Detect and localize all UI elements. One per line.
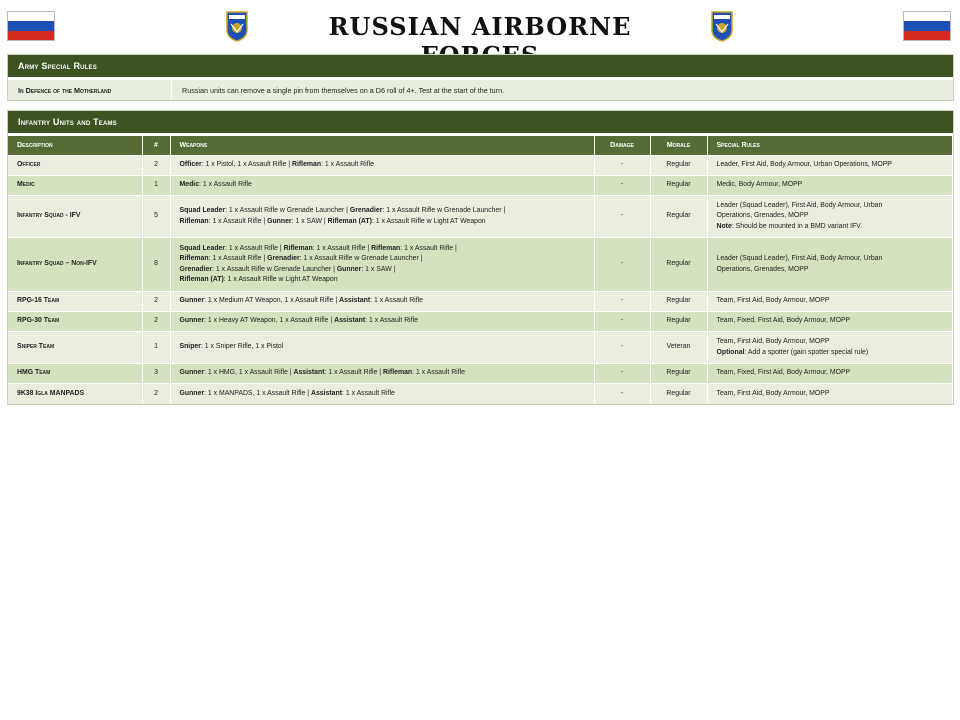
unit-weapons	[170, 292, 594, 312]
unit-damage: -	[594, 176, 650, 196]
unit-weapons	[170, 364, 594, 384]
special-rules-line	[717, 316, 949, 326]
weapon-role: Rifleman (AT)	[327, 217, 372, 225]
weapon-role: Sniper	[179, 343, 201, 351]
special-rule-text: Operations, Grenades, MOPP	[716, 265, 809, 273]
weapons-line	[180, 342, 590, 352]
weapon-loadout: : 1 x SAW |	[361, 265, 396, 273]
army-special-rules-heading: Army Special Rules	[8, 55, 953, 80]
weapon-loadout: : 1 x Assault Rifle w Grenade Launcher |	[299, 255, 423, 263]
weapon-loadout: : 1 x Medium AT Weapon, 1 x Assault Rifle |	[204, 297, 340, 305]
weapon-loadout: : 1 x Assault Rifle |	[312, 245, 372, 253]
unit-morale: Regular	[650, 238, 707, 292]
table-row	[8, 384, 953, 404]
weapon-loadout: : 1 x Assault Rifle w Light AT Weapon	[223, 275, 338, 283]
weapon-loadout: : 1 x MANPADS, 1 x Assault Rifle |	[204, 389, 311, 397]
special-rule-text: Leader (Squad Leader), First Aid, Body Armour, Urban	[716, 202, 883, 210]
army-special-rules-panel	[7, 54, 954, 101]
weapon-loadout: : 1 x Assault Rifle w Grenade Launcher |	[225, 207, 350, 215]
special-rule-text: Leader, First Aid, Body Armour, Urban Operations, MOPP	[716, 161, 892, 169]
page-title: RUSSIAN AIRBORNE	[328, 12, 632, 41]
unit-description: Sniper Team	[8, 332, 142, 364]
infantry-units-heading: Infantry Units and Teams	[8, 111, 953, 136]
column-header-damage: Damage	[594, 136, 650, 156]
unit-weapons	[170, 196, 594, 238]
weapon-role: Gunner	[179, 297, 205, 305]
unit-description: Officer	[8, 156, 142, 176]
weapon-loadout: : 1 x Assault Rifle |	[324, 369, 384, 377]
weapon-role: Medic	[179, 181, 200, 189]
unit-special-rules	[707, 384, 953, 404]
weapons-line	[180, 389, 590, 399]
weapon-role: Assistant	[293, 369, 325, 377]
weapon-role: Rifleman	[383, 369, 413, 377]
unit-count: 1	[142, 176, 170, 196]
special-rule-text: Team, First Aid, Body Armour, MOPP	[716, 389, 830, 397]
unit-description: Medic	[8, 176, 142, 196]
weapon-role: Grenadier	[267, 255, 300, 263]
units-table-header	[8, 136, 953, 156]
special-rule-label: Optional	[716, 348, 745, 356]
unit-damage: -	[594, 238, 650, 292]
special-rule-text: Team, Fixed, First Aid, Body Armour, MOPP	[716, 369, 851, 377]
weapon-role: Gunner	[179, 389, 205, 397]
weapon-loadout: : 1 x Assault Rifle	[342, 389, 395, 397]
special-rules-line	[717, 389, 949, 399]
unit-damage: -	[594, 292, 650, 312]
weapon-role: Rifleman	[371, 245, 401, 253]
table-row	[8, 332, 953, 364]
special-rules-line	[717, 211, 949, 221]
weapon-role: Rifleman	[283, 245, 313, 253]
unit-description: RPG-16 Team	[8, 292, 142, 312]
unit-morale: Regular	[650, 156, 707, 176]
unit-damage: -	[594, 196, 650, 238]
unit-damage: -	[594, 364, 650, 384]
weapons-line	[180, 160, 590, 170]
units-table-body	[8, 156, 953, 404]
weapons-line	[180, 180, 590, 190]
unit-description: HMG Team	[8, 364, 142, 384]
weapon-loadout: : 1 x Assault Rifle	[321, 161, 374, 169]
weapon-loadout: : 1 x Assault Rifle w Light AT Weapon	[371, 217, 486, 225]
unit-count: 5	[142, 196, 170, 238]
special-rule-text: Medic, Body Armour, MOPP	[716, 181, 803, 189]
weapon-loadout: : 1 x HMG, 1 x Assault Rifle |	[204, 369, 294, 377]
weapon-role: Gunner	[179, 317, 205, 325]
special-rule-text: : Should be mounted in a BMD variant IFV.	[731, 222, 863, 230]
column-header-morale: Morale	[650, 136, 707, 156]
special-rule-name: In Defence of the Motherland	[8, 80, 172, 100]
weapon-role: Assistant	[310, 389, 343, 397]
column-header-weapons: Weapons	[170, 136, 594, 156]
table-row	[8, 156, 953, 176]
unit-morale: Regular	[650, 384, 707, 404]
unit-count: 2	[142, 312, 170, 332]
weapons-line	[180, 368, 590, 378]
unit-damage: -	[594, 332, 650, 364]
weapon-loadout: : 1 x Assault Rifle |	[225, 245, 284, 253]
special-rule-text: Operations, Grenades, MOPP	[716, 212, 809, 220]
unit-morale: Regular	[650, 292, 707, 312]
infantry-units-panel	[7, 110, 954, 405]
special-rule-text: : Add a spotter (gain spotter special rule)	[744, 348, 869, 356]
unit-count: 3	[142, 364, 170, 384]
weapon-role: Squad Leader	[179, 207, 226, 215]
weapon-role: Rifleman	[179, 217, 209, 225]
weapon-loadout: : 1 x Heavy AT Weapon, 1 x Assault Rifle |	[204, 317, 335, 325]
unit-count: 8	[142, 238, 170, 292]
weapon-role: Squad Leader	[179, 245, 226, 253]
table-row	[8, 176, 953, 196]
unit-weapons	[170, 332, 594, 364]
weapon-role: Gunner	[267, 217, 292, 225]
special-rules-line	[717, 201, 949, 211]
unit-description: Infantry Squad – Non-IFV	[8, 238, 142, 292]
unit-weapons	[170, 156, 594, 176]
weapon-loadout: : 1 x Assault Rifle w Grenade Launcher |	[382, 207, 506, 215]
special-rules-line	[717, 254, 949, 264]
weapon-loadout: : 1 x Assault Rifle	[365, 317, 418, 325]
special-rules-line	[717, 222, 949, 232]
weapons-line	[180, 244, 590, 254]
weapons-line	[180, 265, 590, 275]
special-rule-label: Note	[716, 222, 732, 230]
unit-count: 2	[142, 384, 170, 404]
weapon-loadout: : 1 x Assault Rifle |	[208, 217, 268, 225]
unit-special-rules	[707, 156, 953, 176]
special-rule-row	[8, 80, 953, 100]
russian-flag-right	[903, 11, 951, 41]
unit-weapons	[170, 176, 594, 196]
weapon-loadout: : 1 x Assault Rifle |	[208, 255, 268, 263]
unit-weapons	[170, 384, 594, 404]
weapon-loadout: : 1 x Assault Rifle	[412, 369, 465, 377]
weapon-role: Assistant	[334, 317, 366, 325]
unit-damage: -	[594, 312, 650, 332]
unit-special-rules	[707, 196, 953, 238]
unit-special-rules	[707, 312, 953, 332]
table-row	[8, 238, 953, 292]
unit-morale: Regular	[650, 196, 707, 238]
column-header-special-rules: Special Rules	[707, 136, 953, 156]
weapon-role: Gunner	[336, 265, 362, 273]
special-rule-text: Team, Fixed, First Aid, Body Armour, MOPP	[716, 317, 851, 325]
units-table	[8, 136, 953, 404]
weapon-role: Rifleman	[179, 255, 209, 263]
unit-morale: Veteran	[650, 332, 707, 364]
unit-damage: -	[594, 384, 650, 404]
weapon-role: Rifleman	[291, 161, 322, 169]
special-rules-line	[717, 160, 949, 170]
weapon-loadout: : 1 x Assault Rifle	[199, 181, 252, 189]
table-row	[8, 364, 953, 384]
table-row	[8, 312, 953, 332]
unit-special-rules	[707, 176, 953, 196]
weapons-line	[180, 275, 590, 285]
column-header-count: #	[142, 136, 170, 156]
weapon-loadout: : 1 x Assault Rifle |	[400, 245, 457, 253]
column-header-description: Description	[8, 136, 142, 156]
unit-count: 1	[142, 332, 170, 364]
weapon-loadout: : 1 x Assault Rifle	[370, 297, 423, 305]
unit-special-rules	[707, 238, 953, 292]
special-rules-line	[717, 296, 949, 306]
weapon-role: Gunner	[179, 369, 205, 377]
airborne-emblem-icon	[710, 10, 734, 42]
unit-morale: Regular	[650, 176, 707, 196]
special-rule-text: Leader (Squad Leader), First Aid, Body Armour, Urban	[716, 255, 883, 263]
unit-special-rules	[707, 292, 953, 312]
unit-special-rules	[707, 364, 953, 384]
unit-weapons	[170, 312, 594, 332]
unit-description: Infantry Squad - IFV	[8, 196, 142, 238]
weapon-loadout: : 1 x Sniper Rifle, 1 x Pistol	[200, 343, 284, 351]
special-rules-line	[717, 337, 949, 347]
weapon-role: Rifleman (AT)	[179, 275, 224, 283]
unit-description: RPG-30 Team	[8, 312, 142, 332]
weapon-role: Officer	[179, 161, 202, 169]
unit-damage: -	[594, 156, 650, 176]
weapon-loadout: : 1 x Assault Rifle w Grenade Launcher |	[212, 265, 337, 273]
weapon-role: Grenadier	[179, 265, 213, 273]
unit-morale: Regular	[650, 312, 707, 332]
weapons-line	[180, 316, 590, 326]
russian-flag-left	[7, 11, 55, 41]
weapons-line	[180, 296, 590, 306]
unit-weapons	[170, 238, 594, 292]
table-row	[8, 292, 953, 312]
special-rules-line	[717, 265, 949, 275]
special-rules-line	[717, 180, 949, 190]
special-rule-text: Russian units can remove a single pin from themselves on a D6 roll of 4+. Test at the start of the turn.	[182, 85, 505, 95]
weapons-line	[180, 254, 590, 264]
weapons-line	[180, 217, 590, 227]
weapon-role: Grenadier	[349, 207, 383, 215]
special-rules-line	[717, 348, 949, 358]
special-rule-text: Team, First Aid, Body Armour, MOPP	[716, 297, 830, 305]
weapons-line	[180, 206, 590, 216]
weapon-loadout: : 1 x SAW |	[291, 217, 328, 225]
special-rule-text: Team, First Aid, Body Armour, MOPP	[716, 338, 830, 346]
unit-special-rules	[707, 332, 953, 364]
unit-count: 2	[142, 156, 170, 176]
airborne-emblem-icon	[225, 10, 249, 42]
special-rules-line	[717, 368, 949, 378]
unit-morale: Regular	[650, 364, 707, 384]
weapon-role: Assistant	[339, 297, 371, 305]
table-row	[8, 196, 953, 238]
unit-count: 2	[142, 292, 170, 312]
weapon-loadout: : 1 x Pistol, 1 x Assault Rifle |	[201, 161, 292, 169]
unit-description: 9K38 Igla MANPADS	[8, 384, 142, 404]
